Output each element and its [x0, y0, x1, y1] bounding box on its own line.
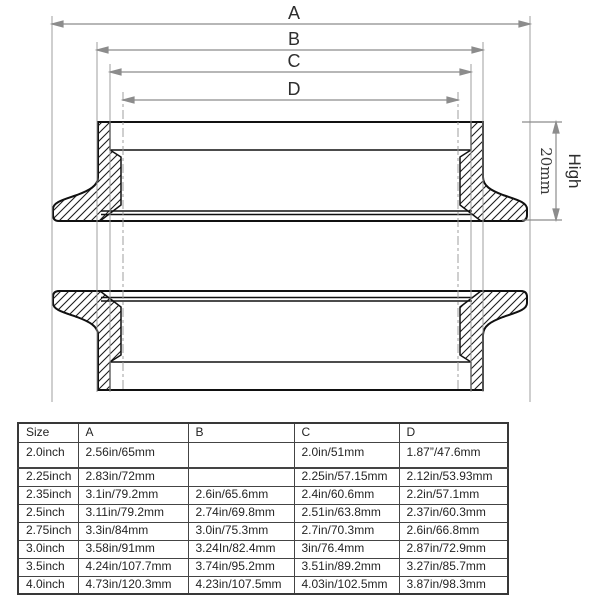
table-row [18, 486, 508, 504]
column-header: D [399, 423, 508, 442]
dim-label-b: B [287, 29, 301, 49]
table-cell: 2.12in/53.93mm [399, 468, 508, 486]
ferrule-bottom-outline [53, 291, 527, 390]
table-cell: 2.6in/66.8mm [399, 522, 508, 540]
table-cell: 3.5inch [18, 558, 78, 576]
table-cell: 4.73in/120.3mm [78, 576, 188, 594]
table-cell: 3.74in/95.2mm [188, 558, 294, 576]
ferrule-section-bottom [53, 291, 527, 390]
dim-label-c: C [287, 51, 301, 71]
height-dimension [522, 122, 584, 220]
table-cell: 1.87”/47.6mm [399, 442, 508, 468]
table-cell: 4.24in/107.7mm [78, 558, 188, 576]
table-cell: 2.51in/63.8mm [294, 504, 399, 522]
table-cell: 2.0in/51mm [294, 442, 399, 468]
table-row [18, 540, 508, 558]
table-cell: 2.37in/60.3mm [399, 504, 508, 522]
height-value-label: 20mm [537, 147, 555, 195]
column-header: Size [18, 423, 78, 442]
height-text-label: High [565, 153, 584, 189]
table-cell: 4.23in/107.5mm [188, 576, 294, 594]
table-cell [188, 442, 294, 468]
table-cell: 3.3in/84mm [78, 522, 188, 540]
dimension-labels [288, 3, 301, 99]
table-cell: 2.25in/57.15mm [294, 468, 399, 486]
table-cell: 2.0inch [18, 442, 78, 468]
table-cell [188, 468, 294, 486]
table-cell: 3.58in/91mm [78, 540, 188, 558]
table-cell: 4.03in/102.5mm [294, 576, 399, 594]
table-cell: 3in/76.4mm [294, 540, 399, 558]
dim-label-a: A [287, 3, 301, 23]
table-row [18, 442, 508, 468]
ferrule-section-top [53, 122, 527, 221]
column-header: C [294, 423, 399, 442]
table-cell: 2.2in/57.1mm [399, 486, 508, 504]
table-cell: 3.11in/79.2mm [78, 504, 188, 522]
table-cell: 2.35inch [18, 486, 78, 504]
table-cell: 3.87in/98.3mm [399, 576, 508, 594]
table-cell: 2.83in/72mm [78, 468, 188, 486]
table-cell: 3.1in/79.2mm [78, 486, 188, 504]
dim-label-d: D [287, 79, 301, 99]
table-cell: 4.0inch [18, 576, 78, 594]
table-row [18, 576, 508, 594]
column-header: B [188, 423, 294, 442]
header-row [18, 423, 508, 442]
table-cell: 2.4in/60.6mm [294, 486, 399, 504]
table-cell: 3.0in/75.3mm [188, 522, 294, 540]
table-cell: 3.0inch [18, 540, 78, 558]
table-row [18, 522, 508, 540]
table-row [18, 558, 508, 576]
table-cell: 2.87in/72.9mm [399, 540, 508, 558]
table-cell: 2.7in/70.3mm [294, 522, 399, 540]
table-row [18, 468, 508, 486]
table-cell: 2.75inch [18, 522, 78, 540]
table-cell: 2.56in/65mm [78, 442, 188, 468]
table-cell: 2.6in/65.6mm [188, 486, 294, 504]
size-table-body [18, 442, 508, 594]
table-cell: 2.74in/69.8mm [188, 504, 294, 522]
ferrule-top-outline [53, 122, 527, 221]
column-header: A [78, 423, 188, 442]
table-cell: 2.5inch [18, 504, 78, 522]
table-cell: 3.27in/85.7mm [399, 558, 508, 576]
size-table [17, 422, 509, 595]
table-row [18, 504, 508, 522]
table-cell: 3.51in/89.2mm [294, 558, 399, 576]
table-cell: 3.24In/82.4mm [188, 540, 294, 558]
table-cell: 2.25inch [18, 468, 78, 486]
size-table-head [18, 423, 508, 442]
